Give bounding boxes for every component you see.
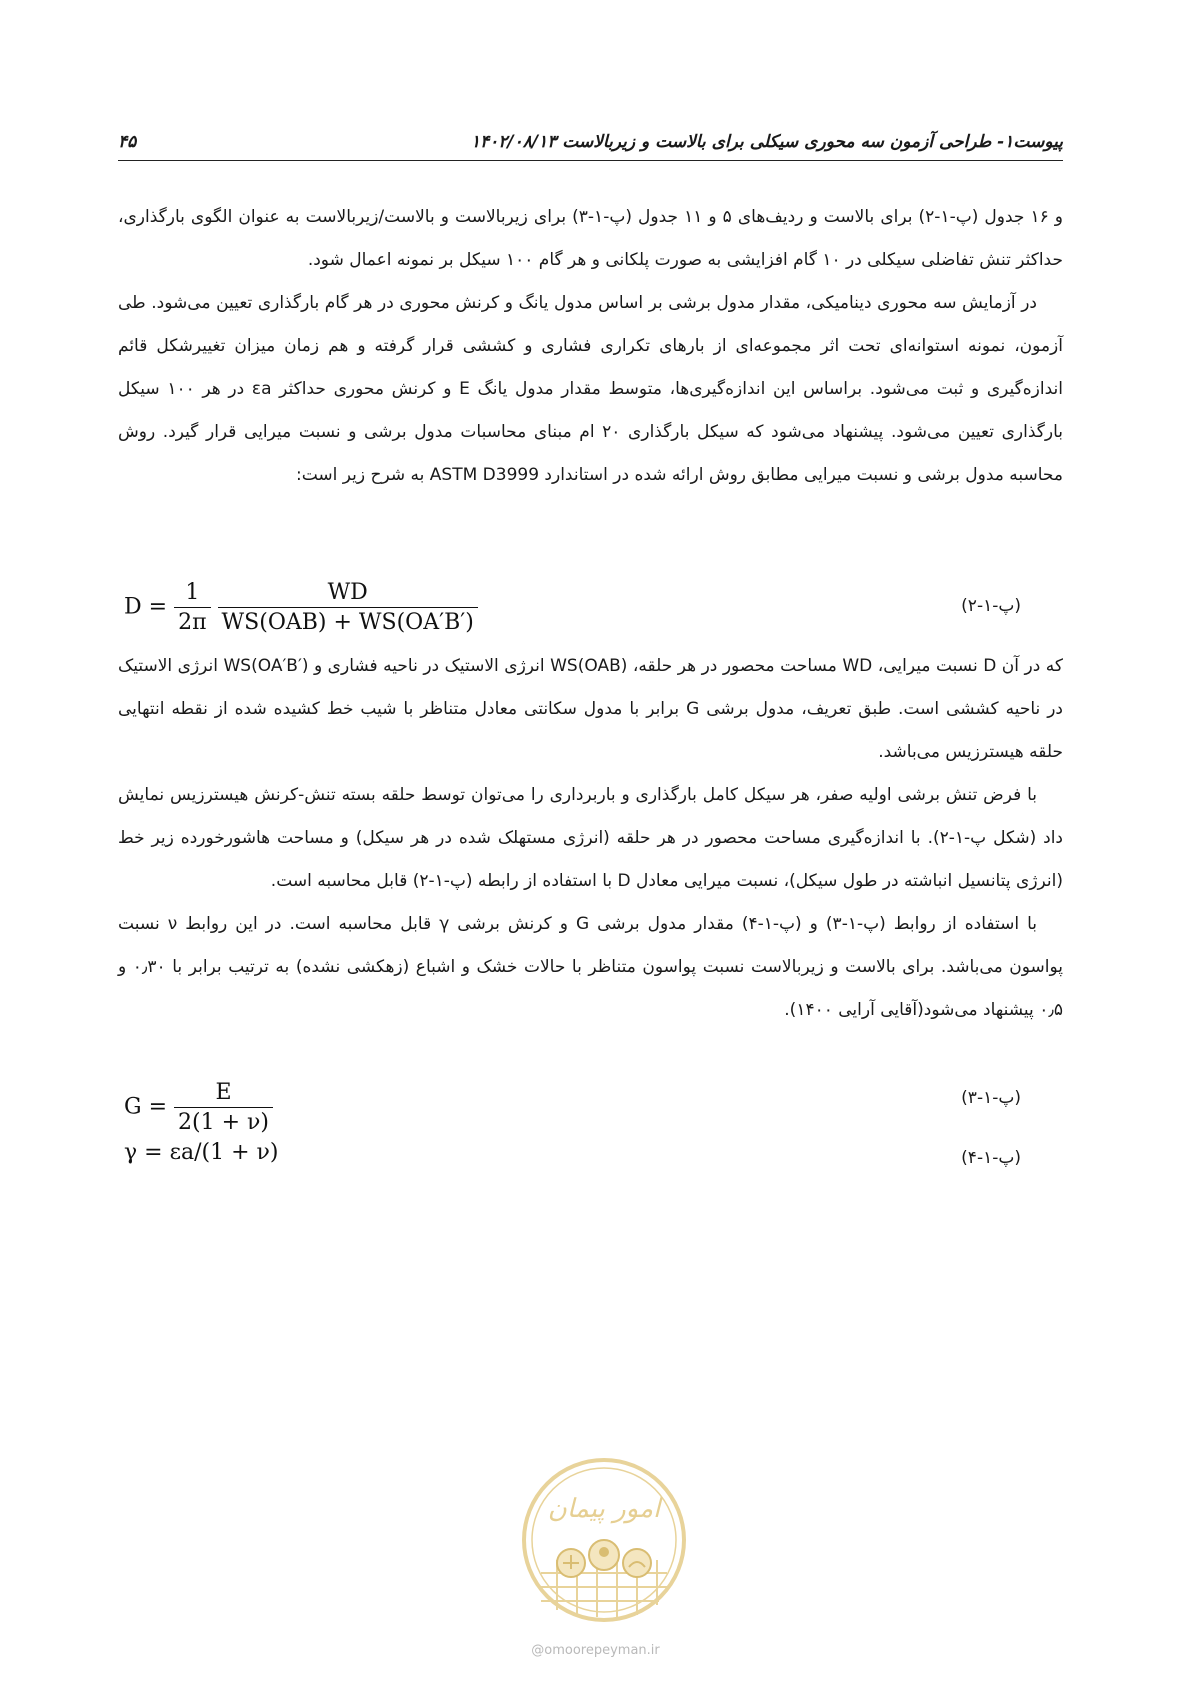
eq1-lhs: D = — [124, 594, 168, 620]
eq1-coef — [174, 580, 210, 635]
paragraph-1: و ۱۶ جدول (پ-۱-۲) برای بالاست و ردیف‌های ۵ و ۱۱ جدول (پ-۱-۳) برای زیربالاست و بالاست/زیربالاست به عنوان الگوی بارگذاری، حداکثر تنش تفاضلی سیکلی در ۱۰ گام افزایشی به صورت پلکانی و هر گام ۱۰۰ سیکل بر نمونه اعمال شود. — [118, 207, 1063, 270]
eq2-denominator: 2(1 + ν) — [174, 1107, 273, 1135]
equation-shear-strain: γ = εa/(1 + ν) — [124, 1140, 279, 1165]
paragraph-5: با استفاده از روابط (پ-۱-۳) و (پ-۱-۴) مقدار مدول برشی G و کرنش برشی γ قابل محاسبه است. در این روابط ν نسبت پواسون می‌باشد. برای بالاست و زیربالاست نسبت پواسون متناظر با حالات خشک و اشباع (زهکشی نشده) به ترتیب برابر با ۰٫۳۰ و ۰٫۵ پیشنهاد می‌شود(آقایی آرایی ۱۴۰۰). — [118, 914, 1063, 1020]
eq1-numerator: WD — [327, 580, 368, 605]
page-header — [118, 128, 1063, 162]
paragraph-4: با فرض تنش برشی اولیه صفر، هر سیکل کامل بارگذاری و باربرداری را می‌توان توسط حلقه بسته تنش-کرنش هیسترزیس نمایش داد (شکل پ-۱-۲). با اندازه‌گیری مساحت محصور در هر حلقه (انرژی مستهلک شده در هر سیکل) و مساحت هاشورخورده زیر خط (انرژی پتانسیل انباشته در طول سیکل)، نسبت میرایی معادل D با استفاده از رابطه (پ-۱-۲) قابل محاسبه است. — [118, 785, 1063, 891]
header-title: پیوست۱- طراحی آزمون سه محوری سیکلی برای بالاست و زیربالاست ۱۴۰۲/۰۸/۱۳ — [470, 132, 1063, 152]
equation-damping — [124, 580, 478, 635]
eq1-coef-num: 1 — [185, 580, 200, 605]
eq1-label: (پ-۱-۲) — [961, 596, 1021, 616]
paragraph-3: که در آن D نسبت میرایی، WD مساحت محصور در هر حلقه، WS(OAB) انرژی الاستیک در ناحیه فشاری و WS(OA′B′) انرژی الاستیک در ناحیه کششی است. طبق تعریف، مدول برشی G برابر با مدول سکانتی معادل متناظر با شیب خط کشیده شده از نقطه انتهایی حلقه هیسترزیس می‌باشد. — [118, 656, 1063, 762]
body-block-1 — [118, 196, 1063, 497]
eq2-label: (پ-۱-۳) — [961, 1088, 1021, 1108]
eq1-fraction — [218, 580, 478, 635]
website-footer: @omoorepeyman.ir — [531, 1643, 660, 1658]
omoorepeyman-logo — [519, 1455, 689, 1625]
eq2-fraction — [174, 1080, 273, 1135]
eq1-denominator: WS(OAB) + WS(OA′B′) — [218, 607, 478, 635]
svg-text:امور پیمان: امور پیمان — [547, 1494, 661, 1524]
paragraph-2: در آزمایش سه محوری دینامیکی، مقدار مدول برشی بر اساس مدول یانگ و کرنش محوری در هر گام بارگذاری تعیین می‌شود. طی آزمون، نمونه استوانه‌ای تحت اثر مجموعه‌ای از بارهای تکراری فشاری و کششی قرار گرفته و هم زمان میزان تغییرشکل قائم اندازه‌گیری و ثبت می‌شود. براساس این اندازه‌گیری‌ها، متوسط مقدار مدول یانگ E و کرنش محوری حداکثر εa در هر ۱۰۰ سیکل بارگذاری تعیین می‌شود. پیشنهاد می‌شود که سیکل بارگذاری ۲۰ ام مبنای محاسبات مدول برشی و نسبت میرایی قرار گیرد. روش محاسبه مدول برشی و نسبت میرایی مطابق روش ارائه شده در استاندارد ASTM D3999 به شرح زیر است: — [118, 293, 1063, 485]
equation-shear-modulus — [124, 1080, 273, 1135]
eq2-lhs: G = — [124, 1094, 168, 1120]
eq2-numerator: E — [215, 1080, 232, 1105]
page-number: ۴۵ — [118, 132, 137, 152]
eq3-label: (پ-۱-۴) — [961, 1148, 1021, 1168]
header-divider — [118, 160, 1063, 161]
body-block-2 — [118, 645, 1063, 1032]
eq1-coef-den: 2π — [174, 607, 210, 635]
